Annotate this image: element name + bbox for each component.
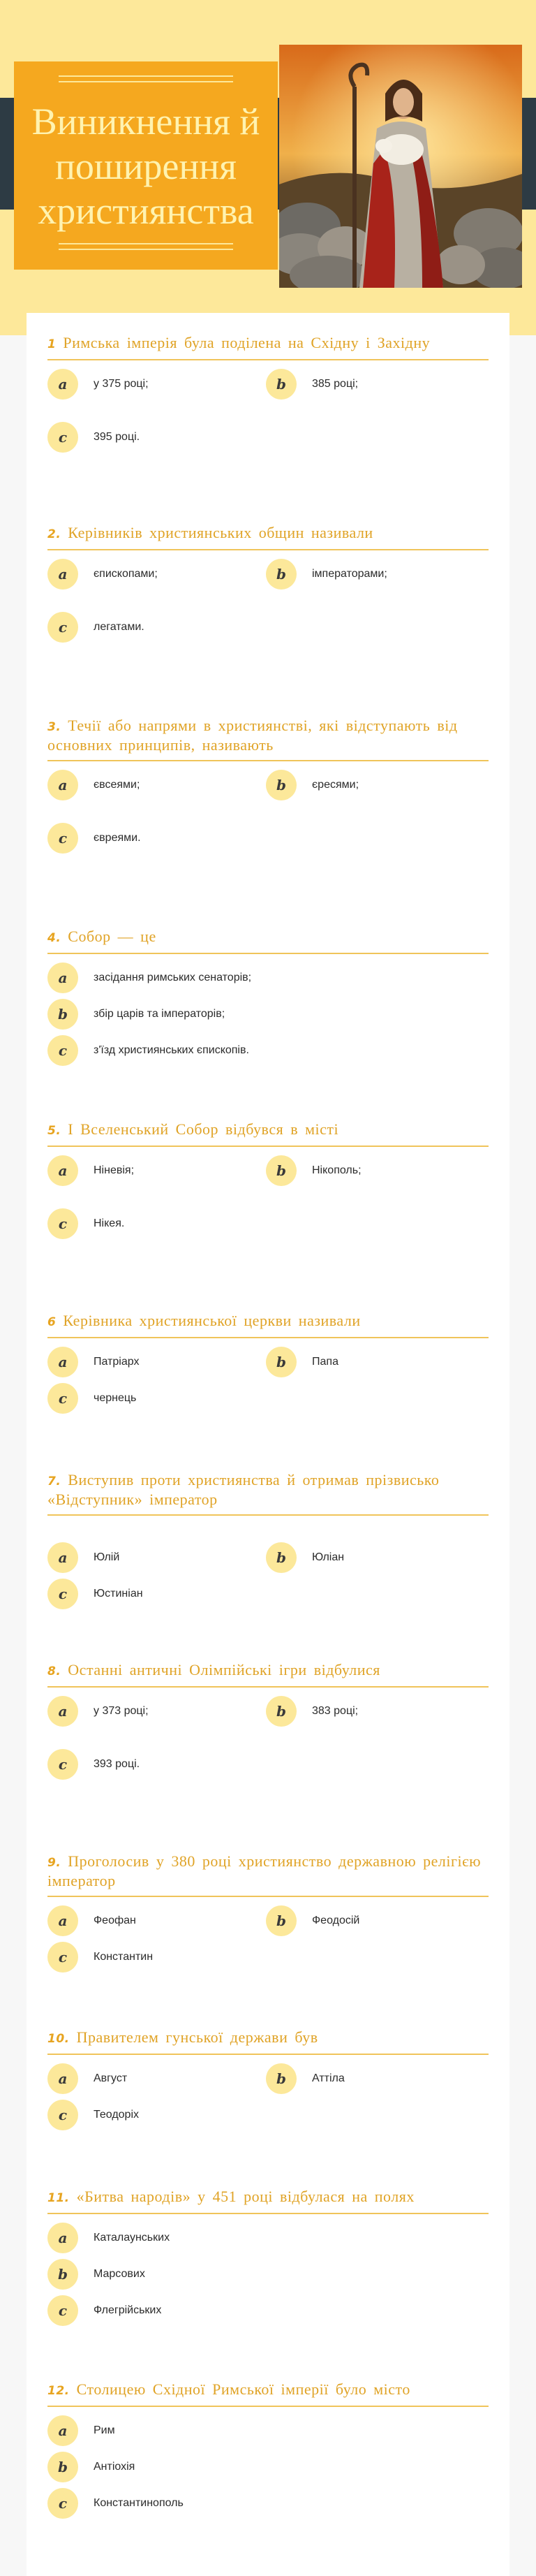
option-letter-badge: b: [266, 2063, 297, 2094]
option-letter-badge: b: [266, 1155, 297, 1186]
answer-option-c[interactable]: [47, 1208, 124, 1239]
title-decor-line: [59, 249, 233, 250]
option-letter-badge: c: [47, 823, 78, 854]
question-text: Проголосив у 380 році християнство державною релігією імператор: [47, 1852, 482, 1889]
option-letter-badge: c: [47, 2488, 78, 2519]
question-number: 3.: [47, 720, 61, 734]
option-letter-badge: c: [47, 2100, 78, 2130]
answer-option-c[interactable]: [47, 1383, 136, 1414]
question-text: Течії або напрями в християнстві, які відступають від основних принципів, називають: [47, 717, 458, 754]
title-decor-line: [59, 243, 233, 244]
option-text: імператорами;: [312, 568, 387, 580]
answer-option-c[interactable]: [47, 2100, 139, 2130]
option-letter-badge: b: [266, 770, 297, 800]
answer-option-b[interactable]: [47, 2452, 135, 2482]
answer-option-b[interactable]: [266, 2063, 345, 2094]
question-3: [47, 717, 489, 847]
question-number: 5.: [47, 1124, 61, 1138]
hero-painting-image: [279, 45, 522, 288]
option-text: у 375 році;: [94, 378, 149, 390]
answer-option-b[interactable]: [266, 369, 358, 400]
question-number: 2.: [47, 527, 61, 541]
question-text: Керівника християнської церкви називали: [63, 1312, 361, 1329]
option-text: Константинополь: [94, 2497, 184, 2509]
answer-option-b[interactable]: [47, 999, 225, 1030]
option-letter-badge: a: [47, 2063, 78, 2094]
option-text: 385 році;: [312, 378, 359, 390]
answer-option-a[interactable]: [47, 1542, 119, 1573]
page-title: Виникнення й поширення християнства: [31, 101, 260, 232]
option-text: Теодоріх: [94, 2109, 140, 2121]
question-number: 4.: [47, 931, 61, 945]
question-text: Собор — це: [68, 928, 156, 945]
question-title: [47, 1471, 489, 1516]
question-number: 9.: [47, 1856, 61, 1870]
option-text: збір царів та імператорів;: [94, 1008, 225, 1020]
question-title: [47, 1852, 489, 1897]
question-text: «Битва народів» у 451 році відбулася на полях: [76, 2188, 415, 2205]
option-text: Юлій: [94, 1551, 120, 1563]
answer-option-b[interactable]: [47, 2259, 145, 2290]
option-text: Марсових: [94, 2268, 145, 2280]
question-title: [47, 1120, 489, 1147]
option-text: євреями.: [94, 832, 141, 844]
answer-option-c[interactable]: [47, 2295, 161, 2326]
option-letter-badge: c: [47, 1383, 78, 1414]
question-title: [47, 524, 489, 550]
question-6: [47, 1312, 489, 1407]
option-text: євсеями;: [94, 779, 140, 791]
question-4: [47, 928, 489, 1059]
option-text: 395 році.: [94, 431, 140, 443]
question-text: Римська імперія була поділена на Східну і Західну: [63, 334, 431, 351]
option-letter-badge: c: [47, 1208, 78, 1239]
question-text: Останні античні Олімпійські ігри відбулися: [68, 1661, 380, 1678]
question-7: [47, 1471, 489, 1602]
option-letter-badge: a: [47, 369, 78, 400]
option-text: з'їзд християнських єпископів.: [94, 1044, 249, 1056]
answer-option-a[interactable]: [47, 963, 251, 993]
option-letter-badge: c: [47, 1749, 78, 1780]
question-title: [47, 928, 489, 954]
question-number: 11.: [47, 2191, 70, 2205]
option-text: Юліан: [312, 1551, 345, 1563]
question-number: 12.: [47, 2384, 70, 2398]
question-1: [47, 334, 489, 446]
question-number: 1: [47, 337, 57, 351]
question-number: 10.: [47, 2032, 70, 2046]
answer-option-b[interactable]: [266, 770, 359, 800]
option-letter-badge: b: [266, 1542, 297, 1573]
answer-option-a[interactable]: [47, 1347, 139, 1377]
option-text: Рим: [94, 2424, 115, 2436]
answer-option-b[interactable]: [266, 1155, 362, 1186]
question-text: Керівників християнських общин називали: [68, 524, 373, 541]
question-number: 7.: [47, 1474, 61, 1488]
option-text: 393 році.: [94, 1758, 140, 1770]
option-text: Антіохія: [94, 2461, 135, 2473]
option-text: у 373 році;: [94, 1705, 149, 1717]
option-text: Юстиніан: [94, 1588, 143, 1600]
question-title: [47, 2028, 489, 2055]
option-text: Флегрійських: [94, 2304, 162, 2316]
option-text: Папа: [312, 1356, 338, 1368]
option-text: Август: [94, 2072, 128, 2084]
answer-option-a[interactable]: [47, 2063, 127, 2094]
option-letter-badge: a: [47, 1155, 78, 1186]
option-text: Каталаунських: [94, 2232, 170, 2244]
answer-option-a[interactable]: [47, 1696, 149, 1727]
option-letter-badge: a: [47, 1905, 78, 1936]
option-letter-badge: b: [47, 2259, 78, 2290]
option-letter-badge: a: [47, 963, 78, 993]
option-letter-badge: c: [47, 612, 78, 643]
option-letter-badge: a: [47, 1347, 78, 1377]
question-text: Правителем гунської держави був: [76, 2028, 318, 2046]
option-letter-badge: c: [47, 1942, 78, 1973]
question-text: І Вселенський Собор відбувся в місті: [68, 1120, 339, 1138]
question-11: [47, 2188, 489, 2319]
option-text: Феодосій: [312, 1915, 360, 1926]
option-letter-badge: a: [47, 2415, 78, 2446]
question-text: Столицею Східної Римської імперії було місто: [76, 2380, 410, 2398]
option-letter-badge: c: [47, 422, 78, 453]
answer-option-a[interactable]: [47, 559, 158, 590]
answer-option-a[interactable]: [47, 2415, 115, 2446]
option-letter-badge: a: [47, 559, 78, 590]
option-letter-badge: a: [47, 1696, 78, 1727]
option-letter-badge: c: [47, 2295, 78, 2326]
option-text: Ніневія;: [94, 1164, 135, 1176]
option-text: Нікополь;: [312, 1164, 362, 1176]
question-2: [47, 524, 489, 636]
option-text: Аттіла: [312, 2072, 345, 2084]
option-letter-badge: b: [47, 2452, 78, 2482]
option-letter-badge: b: [266, 559, 297, 590]
option-letter-badge: a: [47, 2223, 78, 2253]
question-number: 6: [47, 1315, 57, 1329]
option-text: чернець: [94, 1392, 137, 1404]
answer-option-b[interactable]: [266, 1696, 358, 1727]
option-text: Патріарх: [94, 1356, 140, 1368]
option-text: єпископами;: [94, 568, 158, 580]
answer-option-c[interactable]: [47, 1942, 153, 1973]
answer-option-a[interactable]: [47, 1905, 136, 1936]
option-letter-badge: a: [47, 1542, 78, 1573]
option-letter-badge: a: [47, 770, 78, 800]
title-box: [14, 61, 278, 270]
answer-option-a[interactable]: [47, 1155, 134, 1186]
question-number: 8.: [47, 1664, 61, 1678]
answer-option-b[interactable]: [266, 1542, 344, 1573]
option-text: єресями;: [312, 779, 359, 791]
answer-option-c[interactable]: [47, 612, 144, 643]
option-letter-badge: b: [47, 999, 78, 1030]
question-title: [47, 2188, 489, 2214]
option-text: 383 році;: [312, 1705, 359, 1717]
question-title: [47, 334, 489, 360]
option-text: засідання римських сенаторів;: [94, 972, 252, 983]
option-letter-badge: b: [266, 1696, 297, 1727]
option-letter-badge: c: [47, 1035, 78, 1066]
question-9: [47, 1852, 489, 1966]
question-5: [47, 1120, 489, 1232]
title-decor-line: [59, 75, 233, 77]
option-letter-badge: b: [266, 1905, 297, 1936]
answer-option-c[interactable]: [47, 422, 140, 453]
answer-option-a[interactable]: [47, 770, 140, 800]
option-letter-badge: b: [266, 369, 297, 400]
question-title: [47, 717, 489, 761]
question-text: Виступив проти християнства й отримав прізвисько «Відступник» імператор: [47, 1471, 440, 1508]
answer-option-c[interactable]: [47, 823, 141, 854]
answer-option-b[interactable]: [266, 1905, 359, 1936]
question-title: [47, 1661, 489, 1688]
answer-option-c[interactable]: [47, 2488, 184, 2519]
answer-option-c[interactable]: [47, 1035, 249, 1066]
question-8: [47, 1661, 489, 1773]
answer-option-c[interactable]: [47, 1579, 143, 1609]
answer-option-a[interactable]: [47, 369, 149, 400]
option-letter-badge: b: [266, 1347, 297, 1377]
question-title: [47, 1312, 489, 1338]
answer-option-b[interactable]: [266, 559, 387, 590]
question-title: [47, 2380, 489, 2407]
answer-option-b[interactable]: [266, 1347, 338, 1377]
option-text: легатами.: [94, 621, 144, 633]
question-10: [47, 2028, 489, 2123]
option-text: Феофан: [94, 1915, 136, 1926]
question-12: [47, 2380, 489, 2512]
quiz-card: [27, 313, 509, 2576]
answer-option-c[interactable]: [47, 1749, 140, 1780]
option-text: Нікея.: [94, 1217, 125, 1229]
title-decor-line: [59, 81, 233, 82]
option-letter-badge: c: [47, 1579, 78, 1609]
option-text: Константин: [94, 1951, 154, 1963]
answer-option-a[interactable]: [47, 2223, 170, 2253]
